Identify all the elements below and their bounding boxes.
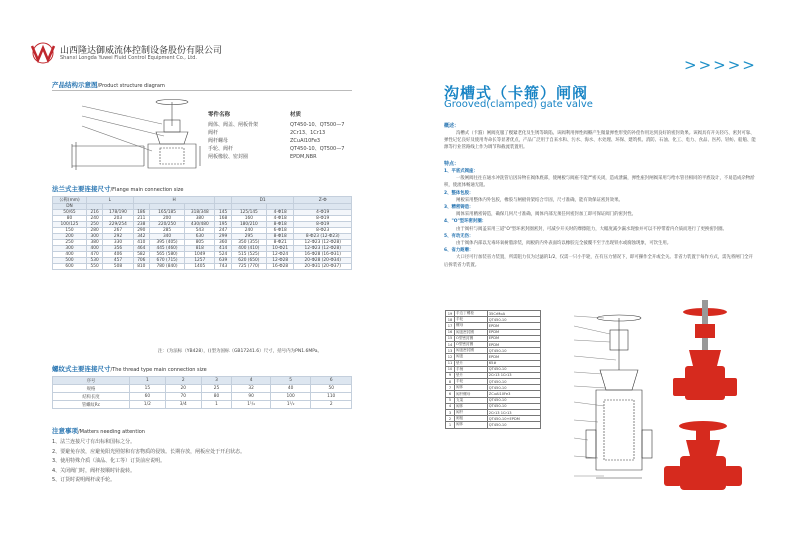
part-name: 手轮、阀杆 — [208, 146, 234, 152]
structure-title-en: /Product structure diagram — [97, 83, 165, 89]
table-cell: 295 — [231, 234, 266, 240]
table-cell: 524 — [215, 252, 231, 258]
table-cell: 2 — [165, 377, 201, 385]
feature-title: 2、整体包胶： — [444, 190, 474, 196]
table-cell: 250 — [86, 222, 102, 228]
table-header: Z-Φ — [294, 197, 352, 204]
thread-table-body — [53, 377, 352, 409]
table-cell: 186 — [133, 210, 149, 216]
table-cell: 32 — [232, 385, 271, 393]
overview-heading: 概述： — [444, 123, 460, 129]
flange-section-title — [52, 184, 183, 193]
table-cell: 1 — [129, 377, 165, 385]
table-cell: 80 — [201, 393, 232, 401]
table-cell: 216 — [86, 210, 102, 216]
part-name: 阀杆 — [208, 130, 219, 136]
table-cell: 10-Φ21 — [266, 246, 293, 252]
table-cell: 12 — [446, 354, 455, 360]
feature-item — [444, 218, 756, 232]
table-cell: 2Cr13 1Cr13 — [487, 410, 540, 416]
table-cell: 464 — [133, 246, 149, 252]
table-header-row — [53, 197, 352, 204]
table-cell: QT450-10 — [487, 348, 540, 354]
material: ZCuAl10Fe3 — [290, 138, 321, 144]
table-cell: 16 — [446, 329, 455, 335]
table-cell: 15 — [446, 335, 455, 341]
valve-photo-non-rising-stem — [658, 418, 748, 500]
table-cell: 19 — [446, 311, 455, 317]
feature-text: 由于阀体内部以无毒环氧树脂涂装，阀板的内外表面均以橡胶完全披覆不至于出现铁水或腐蚀现象，可饮生用。 — [456, 241, 672, 247]
table-row — [53, 240, 352, 246]
table-cell: 299 — [215, 234, 231, 240]
table-cell: 4-Φ18 — [266, 210, 293, 216]
table-cell: 160 — [231, 216, 266, 222]
features-heading: 特点： — [444, 161, 460, 167]
table-cell: ZCuAl10Fe3 — [487, 391, 540, 397]
table-cell: QT450-10 — [487, 422, 540, 428]
table-cell: 818 — [185, 246, 215, 252]
table-cell: 12-Φ23 (12-Φ28) — [294, 240, 352, 246]
table-cell: 70 — [165, 393, 201, 401]
table-cell: 805 — [185, 240, 215, 246]
table-header: L — [86, 197, 133, 204]
table-cell: 20-Φ31 (20-Φ37) — [294, 264, 352, 270]
table-cell: 267 — [103, 228, 133, 234]
table-cell: 5 — [270, 377, 311, 385]
table-cell: 380 — [185, 216, 215, 222]
table-cell: 10 — [446, 366, 455, 372]
table-cell: 支架 — [455, 397, 488, 403]
table-cell: QT450-10 — [487, 317, 540, 323]
table-header: D1 — [231, 197, 294, 204]
feature-text: 大口径可行加装省力装置，所需阻力仅为过滤的1/2，仅需一只小手轮，在有压力情况下，即可操作全开或全关。非省力装置于每作方式，需先将闸门全开后拆装省力装置。 — [444, 255, 753, 268]
table-cell: 3 — [446, 410, 455, 416]
table-cell: 8-Φ19 — [294, 216, 352, 222]
table-cell: 50/65 — [53, 210, 87, 216]
thread-title-en: /The thread type main connection size — [110, 367, 207, 373]
table-cell: 1 — [446, 422, 455, 428]
feature-item — [444, 247, 756, 269]
table-cell: 阀盖密封圈 — [455, 348, 488, 354]
table-cell: 3 — [201, 377, 232, 385]
company-name-cn: 山西隆达御威流体控制设备股份有限公司 — [60, 46, 223, 56]
table-cell: 1 — [201, 401, 232, 409]
table-cell: 180/210 — [231, 222, 266, 228]
table-cell: 211 — [133, 216, 149, 222]
table-cell: 300 — [53, 246, 87, 252]
table-cell: 13 — [446, 348, 455, 354]
feature-title: 6、省力耐磨： — [444, 248, 474, 254]
table-cell: 2 — [311, 401, 352, 409]
table-cell: 18 — [446, 317, 455, 323]
table-cell: EPDM — [487, 323, 540, 329]
table-cell: EPDM — [487, 341, 540, 347]
table-cell: 340 — [149, 234, 184, 240]
table-cell: 229/254 — [103, 222, 133, 228]
table-cell: 285 — [149, 228, 184, 234]
table-cell: 445 (460) — [149, 246, 184, 252]
table-cell: 3/4 — [165, 401, 201, 409]
table-cell: 90 — [232, 393, 271, 401]
table-cell: EPDM — [487, 335, 540, 341]
table-cell: 12-Φ28 — [266, 258, 293, 264]
table-cell: 406 — [103, 252, 133, 258]
part-name: 阀体、阀盖、闸板骨架 — [208, 122, 259, 128]
table-cell: 250 — [53, 240, 87, 246]
table-cell: 60 — [129, 393, 165, 401]
table-cell: 200 — [53, 234, 87, 240]
table-cell: 168 — [215, 216, 231, 222]
table-cell: 阀盖 — [455, 354, 488, 360]
table-cell: 400 (410) — [231, 246, 266, 252]
table-row — [53, 264, 352, 270]
table-cell: 17 — [446, 323, 455, 329]
material: QT450-10、QT500—7 — [290, 122, 345, 128]
divider — [52, 90, 352, 91]
part-name: 闸板橡胶、密封圈 — [208, 154, 249, 160]
table-cell: 阀杆 — [455, 410, 488, 416]
table-cell: 手轮 — [455, 317, 488, 323]
table-cell: 356 — [103, 246, 133, 252]
table-subheader: DN — [53, 204, 87, 210]
feature-text: 由于阀杆与阀盖采用三道"O"型环密封圈密封，可减少开关时的摩擦阻力，大幅度减少漏水现象并可以不停带着内介质而进行了更换密封圈。 — [456, 226, 727, 232]
table-cell: 292 — [103, 234, 133, 240]
table-cell: 15 — [129, 385, 165, 393]
feature-item — [444, 204, 756, 218]
table-cell: 500 — [53, 258, 87, 264]
material: 2Cr13、1Cr13 — [290, 130, 326, 136]
table-cell: 810 — [133, 264, 149, 270]
table-row — [53, 234, 352, 240]
table-cell: 20-Φ28 (20-Φ34) — [294, 258, 352, 264]
flange-title-cn: 法兰式主要连接尺寸 — [52, 185, 111, 193]
table-cell: 430/480 — [185, 222, 215, 228]
table-cell: 600 — [53, 264, 87, 270]
feature-title: 5、有动无伤： — [444, 233, 474, 239]
table-cell: 11 — [446, 360, 455, 366]
table-cell: 470 — [86, 252, 102, 258]
table-cell: 238 — [133, 222, 149, 228]
table-cell: 200 — [149, 216, 184, 222]
table-cell: 结构长度 — [53, 393, 130, 401]
table-cell: 阀体 — [455, 422, 488, 428]
table-cell: 40 — [270, 385, 311, 393]
table-cell: 350 (355) — [231, 240, 266, 246]
table-cell: 178/190 — [103, 210, 133, 216]
table-cell: 360 — [215, 240, 231, 246]
list-item: 2、要避免存放，应避免阳光照射和有害物质的侵蚀。长期存放，闸板应处于开启状态。 — [52, 448, 246, 455]
notes-title-en: /Matters needing attention — [78, 429, 145, 435]
table-cell: 阀杆螺母 — [455, 391, 488, 397]
table-cell: QT450-10 — [487, 379, 540, 385]
table-cell: 6 — [311, 377, 352, 385]
table-cell: 8-Φ21 — [266, 240, 293, 246]
table-cell: QT450-10 — [487, 397, 540, 403]
feature-text: 一般闸阀往往在通水冲洗管后因异物在阀体底部，使闸板与阀座不能严密关闭，造成泄漏，弹性座封闸阀采用与给水管径相同的平底设计，不易造成杂物淤积，使流体畅通无阻。 — [444, 176, 755, 189]
table-cell: 110 — [311, 393, 352, 401]
table-row — [53, 401, 352, 409]
list-item: 5、订货时说明阀杆或手轮。 — [52, 477, 116, 483]
table-cell: 80 — [53, 216, 87, 222]
flange-table-body — [53, 210, 352, 270]
table-cell: 14 — [446, 341, 455, 347]
table-cell: 2 — [446, 416, 455, 422]
table-cell: 管螺纹Rc — [53, 401, 130, 409]
table-cell: 阀盖密封圈 — [455, 329, 488, 335]
table-cell: 序号 — [53, 377, 130, 385]
table-cell: 65# — [487, 360, 540, 366]
table-cell: O型密封圈 — [455, 341, 488, 347]
table-cell: EPDM — [487, 354, 540, 360]
flange-title-en: /Flange main connection size — [110, 187, 184, 193]
table-cell: 240 — [86, 216, 102, 222]
table-cell: 25 — [201, 385, 232, 393]
valve-structure-diagram — [52, 96, 212, 176]
table-cell: 8-Φ23 — [294, 228, 352, 234]
table-cell: 125/145 — [231, 210, 266, 216]
feature-text: 闸板采用整体内外包胶，橡胶与闸板骨架结合牢固，尺寸准确，能有效保证密封效果。 — [456, 197, 623, 203]
parts-list-table — [445, 310, 541, 429]
table-header — [215, 197, 231, 204]
table-cell: 543 — [185, 228, 215, 234]
table-cell: 5 — [446, 397, 455, 403]
table-cell: 400 — [53, 252, 87, 258]
table-cell: 515 (525) — [231, 252, 266, 258]
table-cell: 9 — [446, 372, 455, 378]
table-cell: 165/185 — [149, 210, 184, 216]
material-header: 材质 — [290, 112, 302, 118]
table-cell: 220/250 — [149, 222, 184, 228]
table-cell: 280 — [86, 228, 102, 234]
table-cell: 508 — [103, 264, 133, 270]
table-cell: 螺母 — [455, 323, 488, 329]
table-cell: 阀体 — [455, 385, 488, 391]
material: QT450-10、QT500—7 — [290, 146, 345, 152]
part-name: 阀杆螺母 — [208, 138, 229, 144]
table-cell: 380 — [86, 240, 102, 246]
table-cell: 400 — [86, 246, 102, 252]
table-cell: 4 — [232, 377, 271, 385]
table-cell: 582 — [133, 252, 149, 258]
table-cell: 780 (840) — [149, 264, 184, 270]
table-cell: 4-Φ19 — [294, 210, 352, 216]
table-cell: 20 — [165, 385, 201, 393]
table-cell: 530 — [86, 258, 102, 264]
table-cell: 8-Φ18 — [266, 222, 293, 228]
feature-title: 1、平底式阀座： — [444, 169, 478, 174]
table-row — [53, 385, 352, 393]
table-cell: QT450-10 — [487, 366, 540, 372]
page-title: 沟槽式（卡箍）闸阀 — [444, 84, 589, 102]
table-cell: 1049 — [185, 252, 215, 258]
notes-section-title — [52, 426, 145, 435]
table-cell: 1¹/₄ — [232, 401, 271, 409]
table-cell: 342 — [133, 234, 149, 240]
table-row — [53, 246, 352, 252]
material: EPDM,NBR — [290, 154, 317, 160]
table-row — [446, 422, 541, 428]
list-item: 3、使用特殊介质（油品、化工等）订货前应说明。 — [52, 458, 166, 464]
table-cell: 670 (715) — [149, 258, 184, 264]
thread-size-table — [52, 376, 352, 409]
table-cell: 2Cr13 1Cr13 — [487, 372, 540, 378]
table-cell: 300 — [86, 234, 102, 240]
flange-note: 注：(为法标（YB428），()型为国标（GB17241.6）尺寸，括号内为PN1.6MPa。 — [158, 349, 323, 354]
table-cell: 240 — [231, 228, 266, 234]
table-cell: 垫片 — [455, 372, 488, 378]
notes-title-cn: 注意事项 — [52, 427, 78, 435]
table-cell: 145 — [215, 210, 231, 216]
table-cell: 1405 — [185, 264, 215, 270]
parts-name-header: 零件名称 — [208, 112, 231, 118]
table-cell: 8-Φ19 — [294, 222, 352, 228]
table-cell: 620 (650) — [231, 258, 266, 264]
table-cell: 4-Φ18 — [266, 216, 293, 222]
table-row — [53, 252, 352, 258]
table-cell: 16-Φ28 (16-Φ31) — [294, 252, 352, 258]
table-cell: 550 — [86, 264, 102, 270]
table-cell: 8-Φ18 — [266, 234, 293, 240]
table-header: 公称(mm) — [53, 197, 87, 204]
notes-list — [52, 438, 245, 486]
company-name-en: Shanxi Longda Yuwei Fluid Control Equipment Co., Ltd. — [60, 55, 197, 61]
parts-list-body — [446, 311, 541, 429]
table-cell: 12-Φ23 (12-Φ28) — [294, 246, 352, 252]
table-cell: 247 — [215, 228, 231, 234]
table-cell: 16-Φ28 — [266, 264, 293, 270]
structure-title-cn: 产品结构示意图 — [52, 81, 98, 89]
chevron-right-icon: >>>>> — [684, 56, 757, 74]
table-cell: 565 (580) — [149, 252, 184, 258]
table-cell: 闸板 — [455, 416, 488, 422]
structure-section-title — [52, 80, 165, 89]
table-cell: 12-Φ24 — [266, 252, 293, 258]
overview-text: 沟槽式（卡箍）闸阀克服了楔紧老化及生锈等缺陷。该阀利用弹性阀瓣产生微量弹性形变的补偿作用达到良好的密封效果。该阀具有开关轻巧、密封可靠、弹性记忆良好及使用寿命长等显著优点，产品广泛用于自来水和、污水、海水、水处理、环保、建筑机、消防、石油、化工、电力、食品、医药、轻纺、船舶、能源等行业管路线上作为调节和截流装置用。 — [444, 131, 756, 151]
table-row — [53, 393, 352, 401]
table-cell: 50 — [311, 385, 352, 393]
feature-item — [444, 190, 756, 204]
feature-item — [444, 168, 756, 190]
table-cell: 规格 — [53, 385, 130, 393]
table-row — [53, 258, 352, 264]
table-cell: 4 — [446, 403, 455, 409]
table-row — [53, 377, 352, 385]
features-list — [444, 168, 756, 269]
valve-photo-rising-stem — [665, 300, 745, 410]
table-cell: 35CrMoA — [487, 311, 540, 317]
table-cell: 垫片 — [455, 360, 488, 366]
table-cell: 318/348 — [185, 210, 215, 216]
thread-section-title — [52, 364, 207, 373]
table-cell: 410 — [133, 240, 149, 246]
table-cell: 100 — [270, 393, 311, 401]
table-cell: 1¹/₂ — [270, 401, 311, 409]
table-cell: 639 — [215, 258, 231, 264]
feature-title: 4、"O"型环密封圈： — [444, 219, 487, 225]
table-cell: 395 (405) — [149, 240, 184, 246]
table-cell: 7 — [446, 385, 455, 391]
table-cell: 8-Φ23 (12-Φ23) — [294, 234, 352, 240]
table-cell: 1257 — [185, 258, 215, 264]
material-list — [290, 121, 344, 161]
table-cell: QT450-10 — [487, 385, 540, 391]
table-cell: 414 — [215, 246, 231, 252]
table-cell: 手轮 — [455, 379, 488, 385]
company-logo-icon — [30, 42, 56, 64]
table-cell: 150 — [53, 228, 87, 234]
table-cell: EPDM — [487, 329, 540, 335]
table-cell: 1/2 — [129, 401, 165, 409]
table-cell: 630 — [185, 234, 215, 240]
valve-section-drawing — [574, 310, 664, 500]
list-item: 1、法兰连接尺寸有出标和国标之分。 — [52, 439, 136, 445]
table-cell: 457 — [103, 258, 133, 264]
table-cell: O型密封圈 — [455, 335, 488, 341]
flange-size-table — [52, 196, 352, 270]
table-cell: 6-Φ18 — [266, 228, 293, 234]
table-cell: 195 — [215, 222, 231, 228]
page-subtitle: Grooved(clamped) gate valve — [444, 99, 593, 110]
feature-title: 3、精密铸造： — [444, 205, 474, 211]
table-cell: 8 — [446, 379, 455, 385]
table-header: H — [133, 197, 215, 204]
table-cell: 725 (770) — [231, 264, 266, 270]
table-cell: 手边丁螺栓 — [455, 311, 488, 317]
feature-text: 阀体采用精密铸造，确保几何尺寸准确，阀体内部无须任何密封加工即可保证阀门的密封性。 — [456, 212, 637, 218]
table-cell: 100/125 — [53, 222, 87, 228]
feature-item — [444, 233, 756, 247]
table-cell: 手柄 — [455, 366, 488, 372]
list-item: 4、关闭阀门时，阀杆按顺时针旋转。 — [52, 467, 136, 474]
table-cell: QT450-10 — [487, 403, 540, 409]
table-cell: 203 — [103, 216, 133, 222]
table-cell: 290 — [133, 228, 149, 234]
table-cell: QT450-10+EPDM — [487, 416, 540, 422]
table-cell: 阀体 — [455, 403, 488, 409]
table-cell: 706 — [133, 258, 149, 264]
table-cell: 330 — [103, 240, 133, 246]
parts-name-list — [208, 121, 258, 161]
table-cell: 743 — [215, 264, 231, 270]
table-cell: 6 — [446, 391, 455, 397]
thread-title-cn: 螺纹式主要连接尺寸 — [52, 365, 111, 373]
